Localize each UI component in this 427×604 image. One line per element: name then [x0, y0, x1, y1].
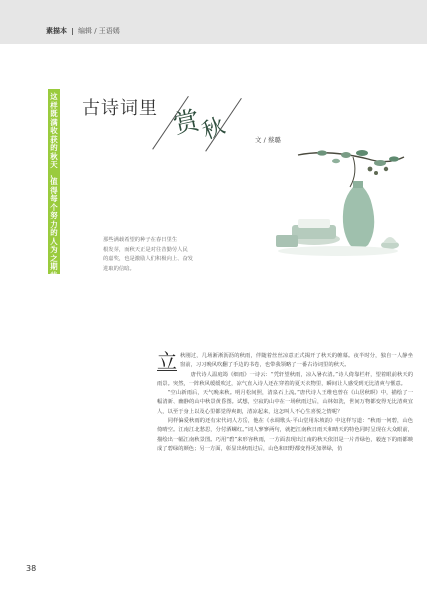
body-paragraph: 同样偏爱秋雨的还有宋代词人方岳，他在《水调歌头·平山堂用东坡韵》中这样写道：“秋雨一何碧，山色倚晴空。江南江北愁思，分付酒螺红。”词人寥寥两句，就把江南秋日雨天和晴天的特色同时呈现在大众眼前，描绘出一幅江南秋景图。巧用“碧”来形容秋雨，一方面表现出江南的秋天依旧是一片青绿色，毅连下的雨都映成了碧绿的颜色；另一方面，彰显出秋雨过后，山色和田野都变得更加翠绿，仿 — [157, 418, 413, 452]
intro-line: 的嘉奖，也是激励人们积极向上、奋发 — [103, 256, 194, 262]
intro-line: 根发芽，而秋天正是对往昔勤劳人民 — [103, 246, 188, 253]
column-name: 素描本 — [46, 27, 67, 35]
intro-paragraph — [103, 236, 251, 274]
paragraph-text: 秋刚过，几场淅淅沥沥的秋雨，伴随着丝丝凉意正式揭开了秋天的帷幕。夜半时分，独自一人静坐窗前，习习晚风吹翻了手边的书卷，也带我领略了一番古诗词里的秋天。 — [180, 353, 413, 369]
article-title: 古诗词里 — [82, 98, 158, 119]
page-number: 38 — [26, 564, 37, 573]
slogan-sidebar — [48, 89, 60, 288]
title-char-autumn: 秋 — [198, 113, 229, 146]
editor-label: 编辑 / 王语嫣 — [78, 27, 120, 35]
page-header — [0, 0, 427, 44]
author-byline: 文 / 蔡璐 — [255, 136, 281, 144]
body-paragraph — [157, 349, 413, 373]
intro-line: 那些满载希望的种子在春日里生 — [103, 237, 178, 243]
drop-cap: 立 — [157, 349, 177, 373]
header-divider — [72, 28, 73, 35]
body-paragraph: “空山新雨后，天气晚来秋。明月松间照，清泉石上流。”唐代诗人王维也曾在《山居秋暝》中，描绘了一幅清新、幽静的山中秋景黄昏图。试想，空寂的山中在一场秋雨过后，山林如洗，世间万物都变得无比清爽宜人，以至于身上以及心里都觉得爽朗，清凉起来，这怎叫人不心生喜悦之情呢？ — [157, 390, 413, 415]
article-body — [157, 349, 413, 454]
slogan-text: 这 样 既 满 收 获 的 秋 天 ， 值 得 每 个 努 力 的 人 为 之 期 待 ！ — [50, 92, 58, 288]
intro-line: 进取的信暗。 — [103, 265, 135, 272]
body-paragraph: 唐代诗人温庭筠《细雨》一诗云：“凭轩望秋雨，凉入暑衣清。”诗人倚靠栏杆，望着眼前秋天的雨景。突然，一阵秋风缓缓吹过，凉气直入诗人还在穿着的夏天衣物里，瞬间让人感受到无比清爽与惬意。 — [157, 371, 413, 387]
teaware-illustration — [258, 147, 408, 267]
title-char-appreciate: 赏 — [170, 105, 203, 141]
